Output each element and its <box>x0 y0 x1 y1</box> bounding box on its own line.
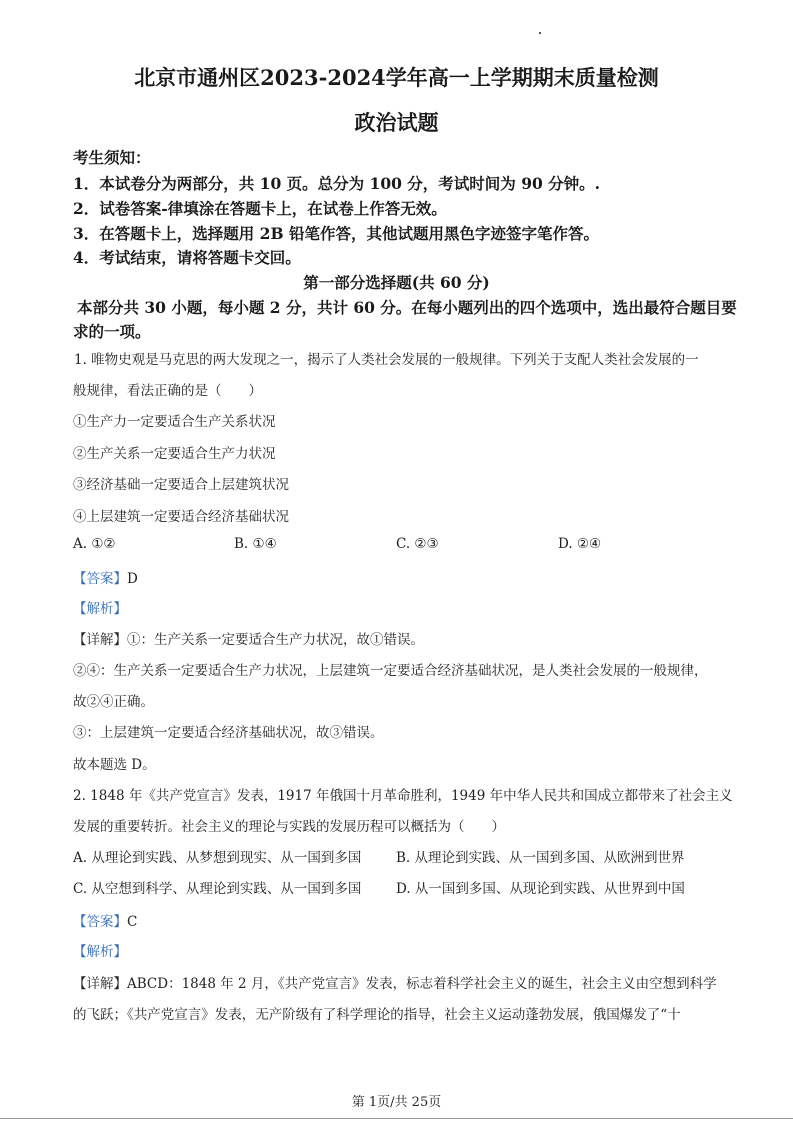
question-2-options <box>73 877 733 897</box>
statement: ②生产关系一定要适合生产力状况 <box>73 446 276 462</box>
detail-line: 【详解】ABCD：1848 年 2 月，《共产党宣言》发表，标志着科学社会主义的诞生，社会主义由空想到科学 <box>73 976 717 992</box>
question-1-options <box>73 536 713 556</box>
conclusion: 故本题选 D。 <box>73 757 156 773</box>
notice-heading: 考生须知： <box>73 148 151 167</box>
answer-line <box>73 910 137 930</box>
section-intro: 本部分共 30 小题，每小题 2 分，共计 60 分。在每小题列出的四个选项中，选出最符合题目要 <box>77 298 737 317</box>
detail-line: 故②④正确。 <box>73 694 154 710</box>
section-intro: 求的一项。 <box>73 322 151 341</box>
scan-dot <box>539 32 541 34</box>
notice-item: 4．考试结束，请将答题卡交回。 <box>73 248 301 267</box>
detail-line: 【详解】①：生产关系一定要适合生产力状况，故①错误。 <box>73 632 424 648</box>
detail-tag: 【详解】 <box>73 632 127 648</box>
bottom-rule <box>0 1118 793 1119</box>
question-2-stem: 2. 1848 年《共产党宣言》发表，1917 年俄国十月革命胜利，1949 年中华人民共和国成立都带来了社会主义 <box>73 788 733 804</box>
option-c: C. 从空想到科学、从理论到实践、从一国到多国 <box>73 881 362 897</box>
detail-line: ②④：生产关系一定要适合生产力状况，上层建筑一定要适合经济基础状况，是人类社会发展的一般规律， <box>73 663 708 679</box>
detail-tag: 【详解】 <box>73 976 127 992</box>
answer-tag: 【答案】 <box>73 914 127 930</box>
detail-line: 的飞跃；《共产党宣言》发表，无产阶级有了科学理论的指导，社会主义运动蓬勃发展，俄国爆发了“十 <box>73 1007 681 1023</box>
notice-item: 1．本试卷分为两部分，共 10 页。总分为 100 分，考试时间为 90 分钟。. <box>73 174 601 193</box>
option-b: B. 从理论到实践、从一国到多国、从欧洲到世界 <box>396 850 685 866</box>
statement: ①生产力一定要适合生产关系状况 <box>73 414 276 430</box>
analysis-tag: 【解析】 <box>73 601 127 617</box>
option-b: B. ①④ <box>234 536 277 552</box>
statement: ④上层建筑一定要适合经济基础状况 <box>73 509 289 525</box>
answer-value: C <box>127 914 138 930</box>
analysis-tag: 【解析】 <box>73 944 127 960</box>
question-1-stem: 1. 唯物史观是马克思的两大发现之一，揭示了人类社会发展的一般规律。下列关于支配人类社会发展的一 <box>74 352 699 368</box>
option-c: C. ②③ <box>396 536 439 552</box>
option-d: D. ②④ <box>558 536 602 552</box>
question-2-options <box>73 846 733 866</box>
notice-item: 3．在答题卡上，选择题用 2B 铅笔作答，其他试题用黑色字迹签字笔作答。 <box>73 224 599 243</box>
question-2-stem: 发展的重要转折。社会主义的理论与实践的发展历程可以概括为（ ） <box>73 819 505 835</box>
exam-subject: 政治试题 <box>354 110 439 135</box>
statement: ③经济基础一定要适合上层建筑状况 <box>73 477 289 493</box>
answer-line <box>73 567 138 587</box>
option-a: A. ①② <box>73 536 116 552</box>
answer-tag: 【答案】 <box>73 571 127 587</box>
section-title: 第一部分选择题(共 60 分) <box>303 273 490 292</box>
option-d: D. 从一国到多国、从现论到实践、从世界到中国 <box>396 881 685 897</box>
answer-value: D <box>127 571 138 587</box>
question-1-stem: 般规律，看法正确的是（ ） <box>73 383 262 399</box>
detail-line: ③：上层建筑一定要适合经济基础状况，故③错误。 <box>73 725 384 741</box>
notice-item: 2．试卷答案-律填涂在答题卡上，在试卷上作答无效。 <box>73 199 447 218</box>
option-a: A. 从理论到实践、从梦想到现实、从一国到多国 <box>73 850 362 866</box>
exam-title: 北京市通州区2023-2024学年高一上学期期末质量检测 <box>134 65 659 90</box>
page-number: 第 1页/共 25页 <box>351 1095 442 1110</box>
